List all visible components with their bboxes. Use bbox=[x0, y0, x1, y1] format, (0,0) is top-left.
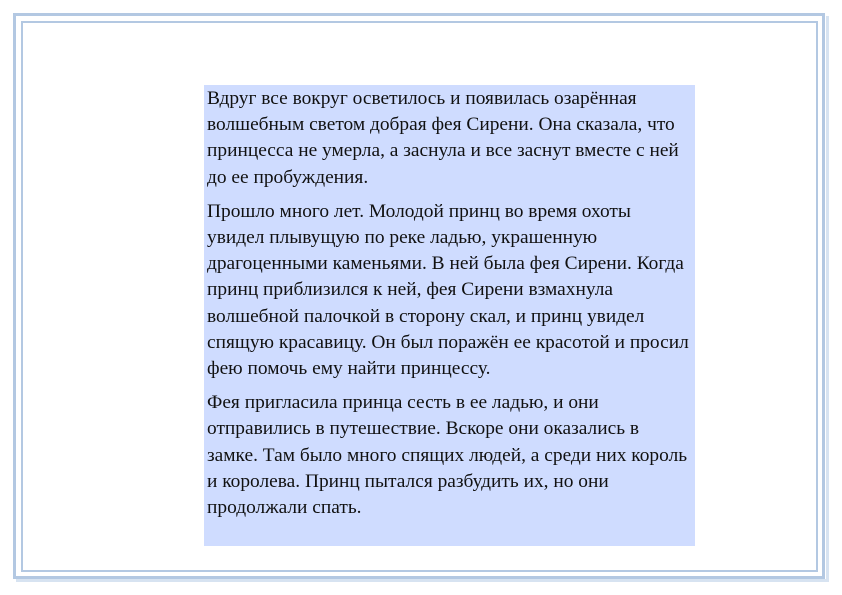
paragraph-1: Вдруг все вокруг осветилось и появилась озарённая волшебным светом добрая фея Сирени. Она сказала, что принцесса не умерла, а заснула и все заснут вместе с ней до ее пробуждения. bbox=[207, 88, 679, 188]
paragraph-3: Фея пригласила принца сесть в ее ладью, и они отправились в путешествие. Вскоре они оказались в замке. Там было много спящих людей, а среди них король и королева. Принц пытался разбудить их, но они продолжали спать. bbox=[207, 392, 688, 519]
paragraph-2: Прошло много лет. Молодой принц во время охоты увидел плывущую по реке ладью, украшенную драгоценными каменьями. В ней была фея Сирени. Когда принц приблизился к ней, фея Сирени взмахнула волшебной палочкой в сторону скал, и принц увидел спящую красавицу. Он был поражён ее красотой и просил фею помочь ему найти принцессу. bbox=[207, 200, 689, 380]
frame-shadow-bottom bbox=[16, 579, 829, 582]
frame-shadow-right bbox=[826, 16, 829, 582]
story-text-box bbox=[204, 85, 695, 546]
